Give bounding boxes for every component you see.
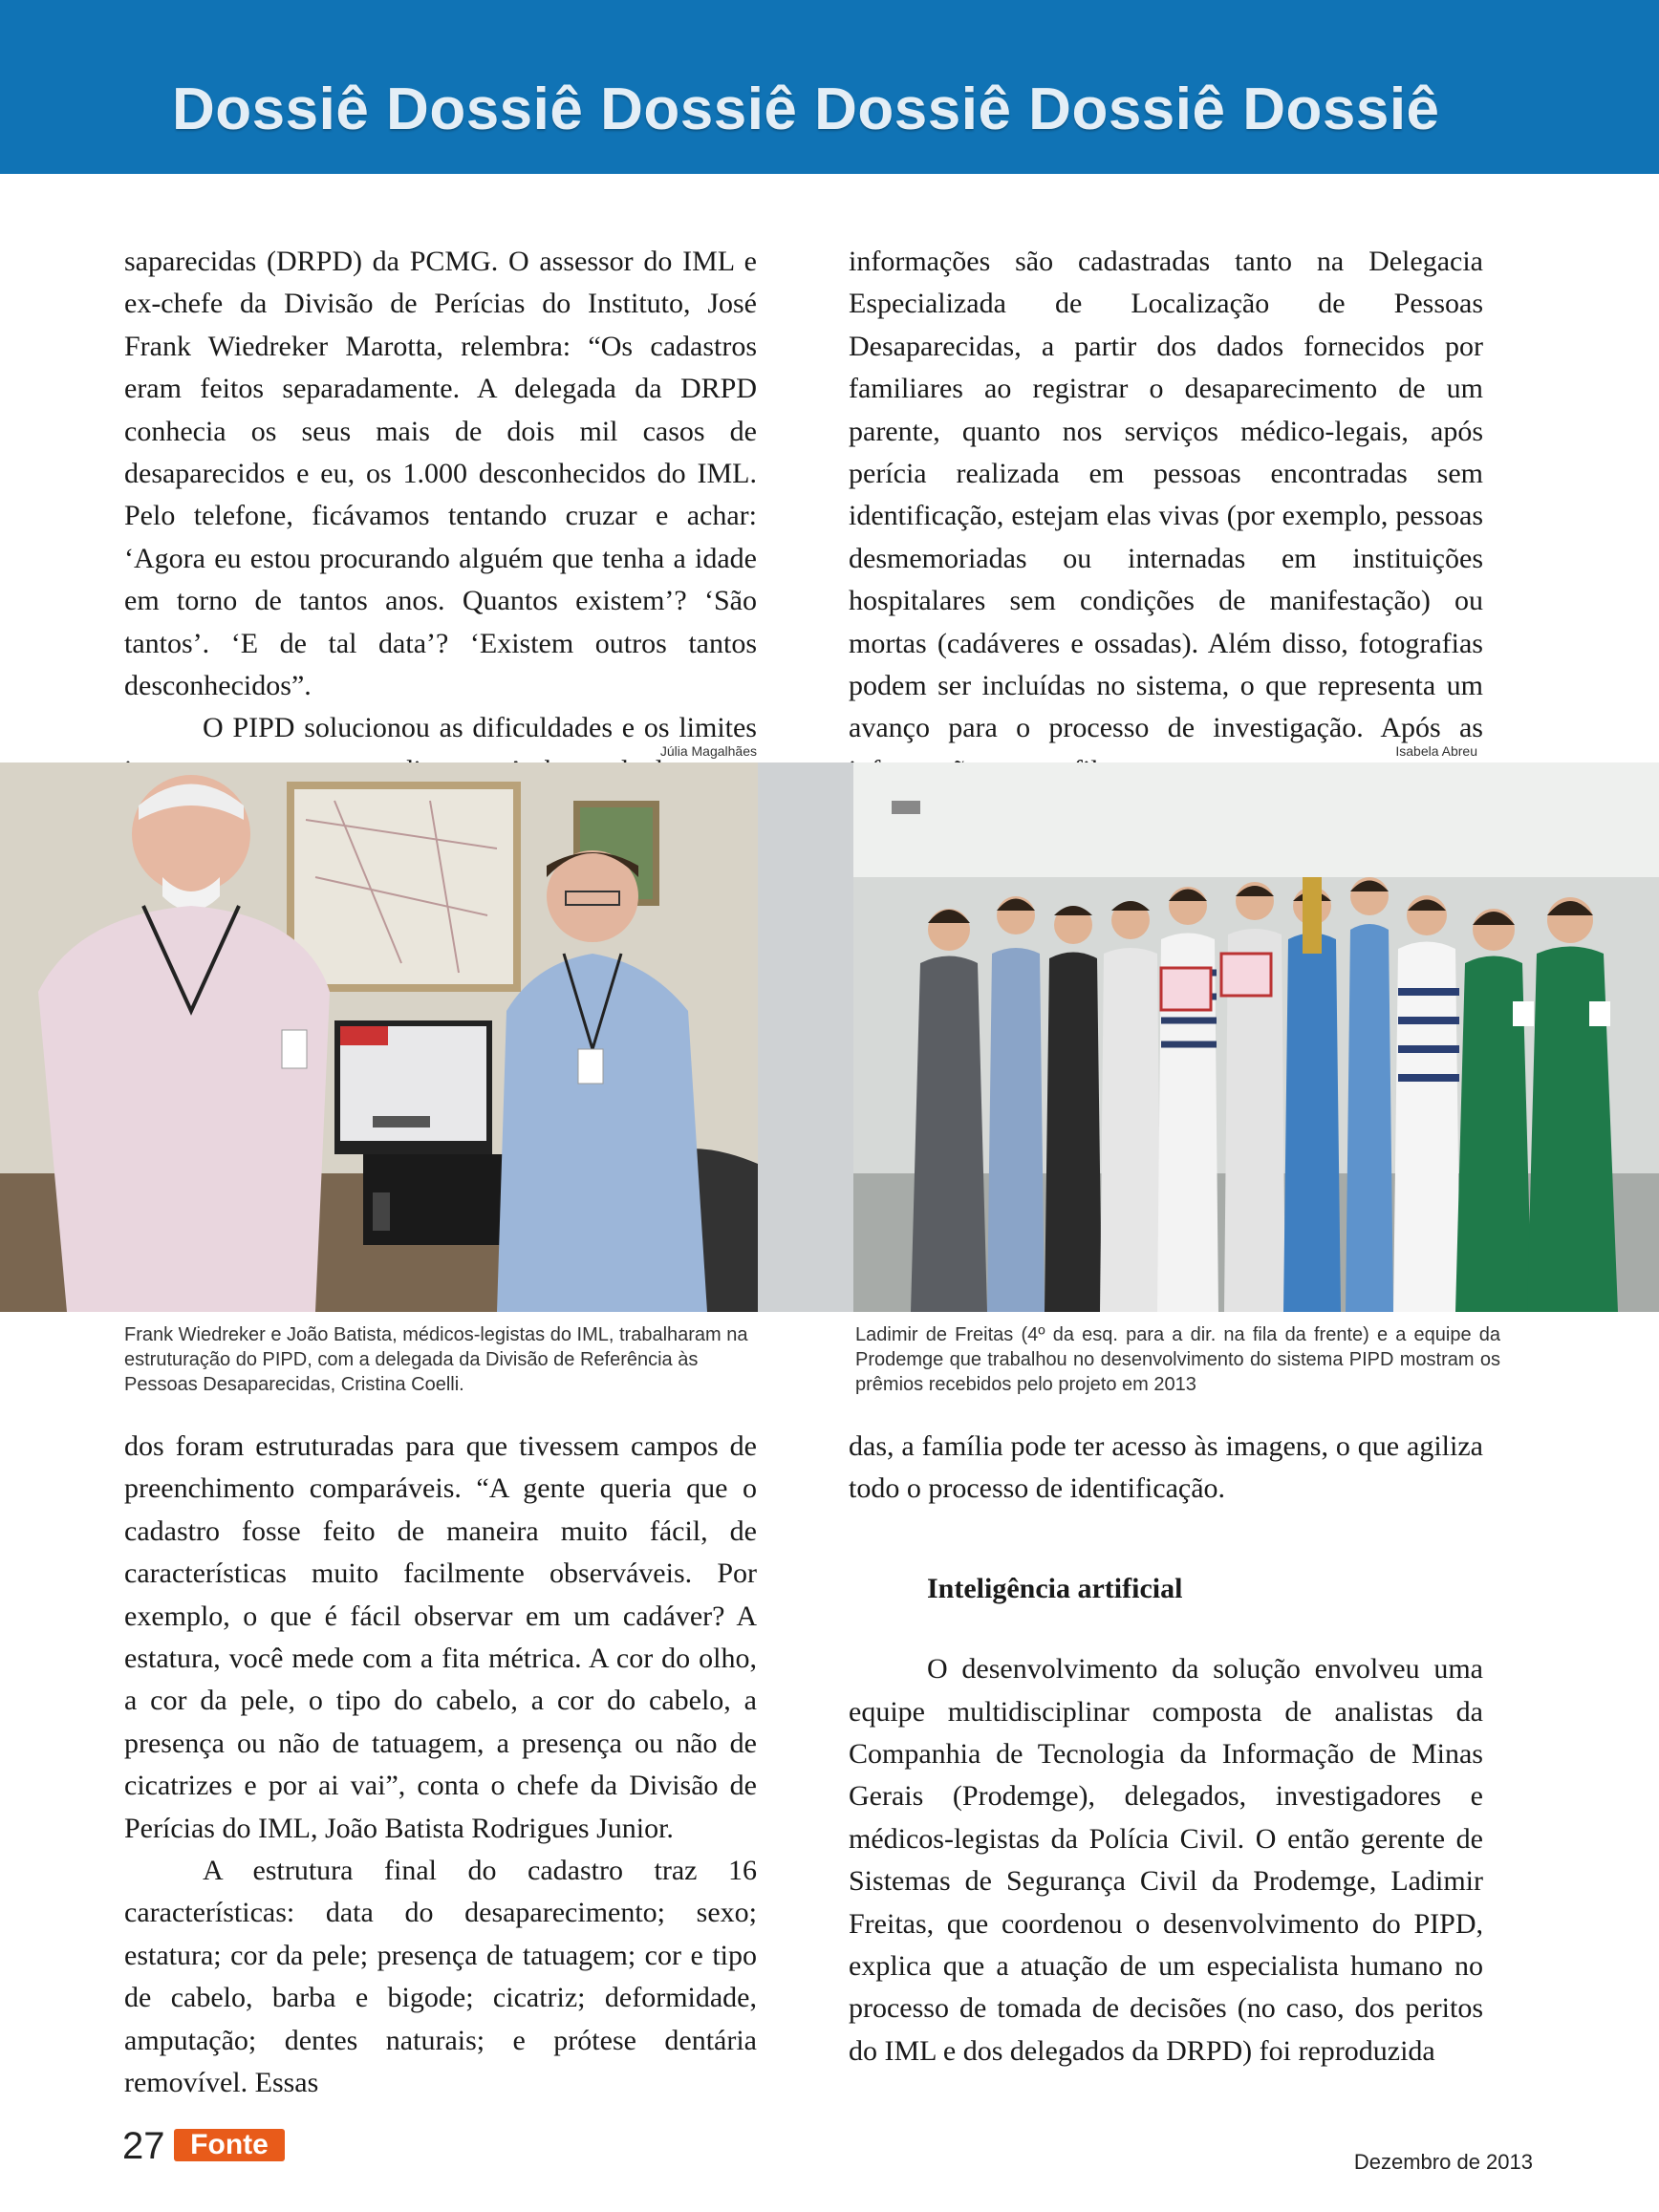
paragraph: O PIPD solucionou as dificuldades e os limites xyxy=(203,712,757,744)
section-title: Dossiê Dossiê Dossiê Dossiê Dossiê Dossiê xyxy=(172,76,1440,142)
subheading: Inteligência artificial xyxy=(927,1572,1183,1604)
photo-caption-right: Ladimir de Freitas (4º da esq. para a dir. na fila da frente) e a equipe da Prodemge que trabalhou no desenvolvimento do sistema PIPD mostram os prêmios recebidos pelo projeto em 2013 xyxy=(855,1324,1500,1395)
column-right-top xyxy=(849,241,1483,792)
paragraph: O desenvolvimento da solução envolveu uma equipe multidisciplinar composta de analistas da Companhia de Tecnologia da Informação de Minas Gerais (Prodemge), delegados, investigadores e médicos-legistas da Polícia Civil. O então gerente de Sistemas de Segurança Civil da Prodemge, Ladimir Freitas, que coordenou o desenvolvimento do PIPD, explica que a atuação de um especialista humano no processo de tomada de decisões (no caso, dos peritos do IML e dos delegados da DRPD) foi reproduzida xyxy=(849,1653,1483,2067)
photo-caption-left: Frank Wiedreker e João Batista, médicos-legistas do IML, trabalharam na estruturação do PIPD, com a delegada da Divisão de Referência às Pessoas Desaparecidas, Cristina Coelli. xyxy=(124,1324,748,1395)
column-left-top xyxy=(124,241,757,792)
issue-date: Dezembro de 2013 xyxy=(1353,2150,1533,2174)
page-number: 27 xyxy=(122,2125,165,2167)
column-right-bottom xyxy=(849,1426,1483,2072)
column-left-bottom xyxy=(124,1426,757,2105)
fonte-logo: Fonte xyxy=(174,2129,285,2161)
photo-credit-right: Isabela Abreu xyxy=(1395,743,1477,759)
photo-credit-left: Júlia Magalhães xyxy=(659,743,757,759)
photo-gutter xyxy=(758,762,853,1312)
photo-prodemge-team xyxy=(853,762,1659,1312)
paragraph: das, a família pode ter acesso às imagens, o que agiliza todo o processo de identificação. xyxy=(849,1430,1483,1505)
paragraph: saparecidas (DRPD) da PCMG. O assessor do IML e ex-chefe da Divisão de Perícias do Instituto, José Frank Wiedreker Marotta, relembra: “Os cadastros eram feitos separadamente. A delegada da DRPD conhecia os seus mais de dois mil casos de desaparecidos e eu, os 1.000 desconhecidos do IML. Pelo telefone, ficávamos tentando cruzar e achar: ‘Agora eu estou procurando alguém que tenha a idade em torno de tantos anos. Quantos existem’? ‘São tantos’. ‘E de tal data’? ‘Existem outros tantos desconhecidos”. xyxy=(124,246,757,702)
paragraph: dos foram estruturadas para que tivessem campos de preenchimento comparáveis. “A gente queria que o cadastro fosse feito de maneira muito fácil, de características muito facilmente observáveis. Por exemplo, o que é fácil observar em um cadáver? A estatura, você mede com a fita métrica. A cor do olho, a cor da pele, o tipo do cabelo, a cor do cabelo, a presença ou não de tatuagem, a presença ou não de cicatrizes e por ai vai”, conta o chefe da Divisão de Perícias do IML, João Batista Rodrigues Junior. xyxy=(124,1430,757,1844)
paragraph: A estrutura final do cadastro traz 16 características: data do desaparecimento; sexo; estatura; cor da pele; presença de tatuagem; cor e tipo de cabelo, barba e bigode; cicatriz; deformidade, amputação; dentes naturais; e prótese dentária removível. Essas xyxy=(124,1855,757,2099)
photo-iml-doctors xyxy=(0,762,758,1312)
paragraph: informações são cadastradas tanto na Delegacia Especializada de Localização de Pessoas Desaparecidas, a partir dos dados fornecidos por familiares ao registrar o desaparecimento de um parente, quanto nos serviços médico-legais, após perícia realizada em pessoas encontradas sem identificação, estejam elas vivas (por exemplo, pessoas desmemoriadas ou internadas em instituições hospitalares sem condições de manifestação) ou mortas (cadáveres e ossadas). Além disso, fotografias podem ser incluídas no sistema, o que representa um avanço para o processo de investigação. Após as xyxy=(849,246,1483,744)
